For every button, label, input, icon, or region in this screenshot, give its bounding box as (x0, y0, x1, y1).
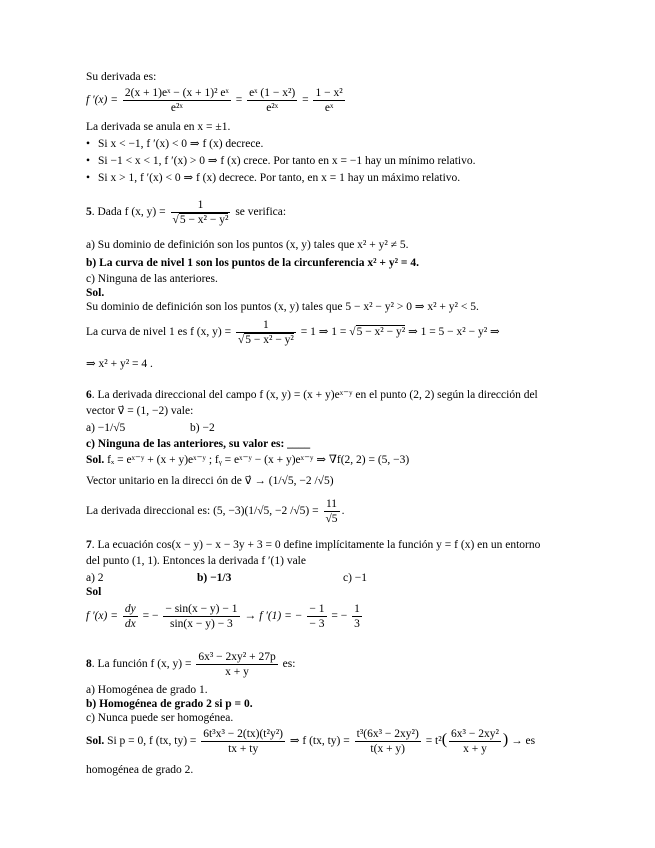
q8-sol: Sol. Si p = 0, f (tx, ty) = $\frac{\text{6t³x³ − 2(tx)(t²y²)}}{tx + ty}$ ⇒ f (tx, ty) = $\frac{\text{t³(6x³ − 2xy²)}}{t(x + y)}$ = t²( $\frac{\text{6x³ − 2xy²}}{x + y}$ ) → es (86, 728, 536, 755)
fraction: $\frac{1}{3}$ (354, 603, 360, 630)
fraction: $\frac{dy}{dx}$ (124, 603, 136, 630)
q6-statement-2: vector v⃗ = (1, −2) vale: (86, 405, 194, 417)
q7-option-b: b) −1/3 (197, 572, 232, 584)
q7-option-a: a) 2 (86, 572, 104, 584)
q7-option-c: c) −1 (343, 572, 368, 584)
q6-sol: Sol. fₓ = eˣ⁻ʸ + (x + y)eˣ⁻ʸ ; fᵧ = eˣ⁻ʸ − (x + y)eˣ⁻ʸ ⇒ ∇f(2, 2) = (5, −3) (86, 454, 410, 466)
fraction: $\frac{- \sin(x - y) - 1}{\sin(x - y) - 3}$ (165, 603, 238, 630)
bullet-item: Si x < −1, f ′(x) < 0 ⇒ f (x) decrece. (98, 138, 264, 150)
q7-statement-1: 7. La ecuación cos(x − y) − x − 3y + 3 = 0 define implícitamente la función y = f (x) en un entorno (86, 539, 541, 551)
q6-option-c: c) Ninguna de las anteriores, su valor es: ____ (86, 438, 311, 450)
bullet-icon: • (86, 172, 91, 184)
q6-option-b: b) −2 (190, 422, 215, 434)
bullet-icon: • (86, 138, 91, 150)
derivative-intro: Su derivada es: (86, 71, 157, 83)
fraction: $\frac{\text{6t³x³ − 2(tx)(t²y²)}}{tx + ty}$ (203, 728, 283, 755)
q5-option-b: b) La curva de nivel 1 son los puntos de la circunferencia x² + y² = 4. (86, 257, 419, 269)
q6-unit-vector: Vector unitario en la direcci ón de v⃗ → (1/√5, −2 /√5) (86, 475, 334, 487)
q5-option-a: a) Su dominio de definición son los puntos (x, y) tales que x² + y² ≠ 5. (86, 239, 409, 251)
derivative-formula: f ′(x) = $\frac{\text{2(x + 1)eˣ − (x + 1)² eˣ}}{\text{e²ˣ}}$ = $\frac{\text{eˣ (1 − x²)}}{\text{e²ˣ}}$ = $\frac{\text{1 − x²}}{\text{eˣ}}$ (86, 87, 343, 114)
q8-option-b: b) Homogénea de grado 2 si p = 0. (86, 698, 253, 710)
fraction: $\frac{11}{√5}$ (325, 498, 338, 525)
fraction: $\frac{1}{\text{√5 − x² − y²}}$ (172, 199, 229, 226)
q5-statement: 5. Dada f (x, y) = $\frac{1}{\text{√5 − x² − y²}}$ se verifica: (86, 199, 287, 226)
q8-option-c: c) Nunca puede ser homogénea. (86, 712, 234, 724)
q5-sol-level: La curva de nivel 1 es f (x, y) = $\frac{1}{\text{√5 − x² − y²}}$ = 1 ⇒ 1 = √5 − x² − y² ⇒ 1 = 5 − x² − y² ⇒ (86, 319, 500, 346)
bullet-item: Si x > 1, f ′(x) < 0 ⇒ f (x) decrece. Por tanto, en x = 1 hay un máximo relativo. (98, 172, 461, 184)
fraction: $\frac{- 1}{- 3}$ (309, 603, 325, 630)
q8-option-a: a) Homogénea de grado 1. (86, 684, 208, 696)
q8-last-line: homogénea de grado 2. (86, 764, 194, 776)
fraction: $\frac{\text{6x³ − 2xy² + 27p}}{x + y}$ (198, 651, 276, 678)
fraction: $\frac{\text{6x³ − 2xy²}}{x + y}$ (451, 728, 499, 755)
q8-statement: 8. La función f (x, y) = $\frac{\text{6x³ − 2xy² + 27p}}{x + y}$ es: (86, 651, 296, 678)
q5-sol-domain: Su dominio de definición son los puntos (x, y) tales que 5 − x² − y² > 0 ⇒ x² + y² < 5. (86, 301, 479, 313)
q7-sol-label: Sol (86, 586, 102, 598)
q6-statement-1: 6. La derivada direccional del campo f (x, y) = (x + y)eˣ⁻ʸ en el punto (2, 2) según la dirección del (86, 389, 538, 401)
q6-option-a: a) −1/√5 (86, 422, 126, 434)
bullet-icon: • (86, 155, 91, 167)
q7-statement-2: del punto (1, 1). Entonces la derivada f ′(1) vale (86, 555, 306, 567)
fraction: $\frac{\text{2(x + 1)eˣ − (x + 1)² eˣ}}{\text{e²ˣ}}$ (124, 87, 229, 114)
fraction: $\frac{\text{eˣ (1 − x²)}}{\text{e²ˣ}}$ (249, 87, 296, 114)
fraction: $\frac{\text{t³(6x³ − 2xy²)}}{t(x + y)}$ (356, 728, 419, 755)
bullet-item: Si −1 < x < 1, f ′(x) > 0 ⇒ f (x) crece. Por tanto en x = −1 hay un mínimo relativo. (98, 155, 476, 167)
q6-directional: La derivada direccional es: (5, −3)(1/√5, −2 /√5) = $\frac{11}{√5}$ . (86, 498, 345, 525)
fraction: $\frac{1}{\text{√5 − x² − y²}}$ (237, 319, 294, 346)
fraction: $\frac{\text{1 − x²}}{\text{eˣ}}$ (315, 87, 343, 114)
q5-sol-result: ⇒ x² + y² = 4 . (86, 358, 153, 370)
q5-option-c: c) Ninguna de las anteriores. (86, 273, 218, 285)
q5-sol-label: Sol. (86, 287, 105, 299)
derivative-zero: La derivada se anula en x = ±1. (86, 121, 231, 133)
q7-sol-formula: f ′(x) = $\frac{dy}{dx}$ = − $\frac{- \sin(x - y) - 1}{\sin(x - y) - 3}$ → f ′(1) = − $\frac{- 1}{- 3}$ = − $\frac{1}{3}$ (86, 603, 360, 630)
